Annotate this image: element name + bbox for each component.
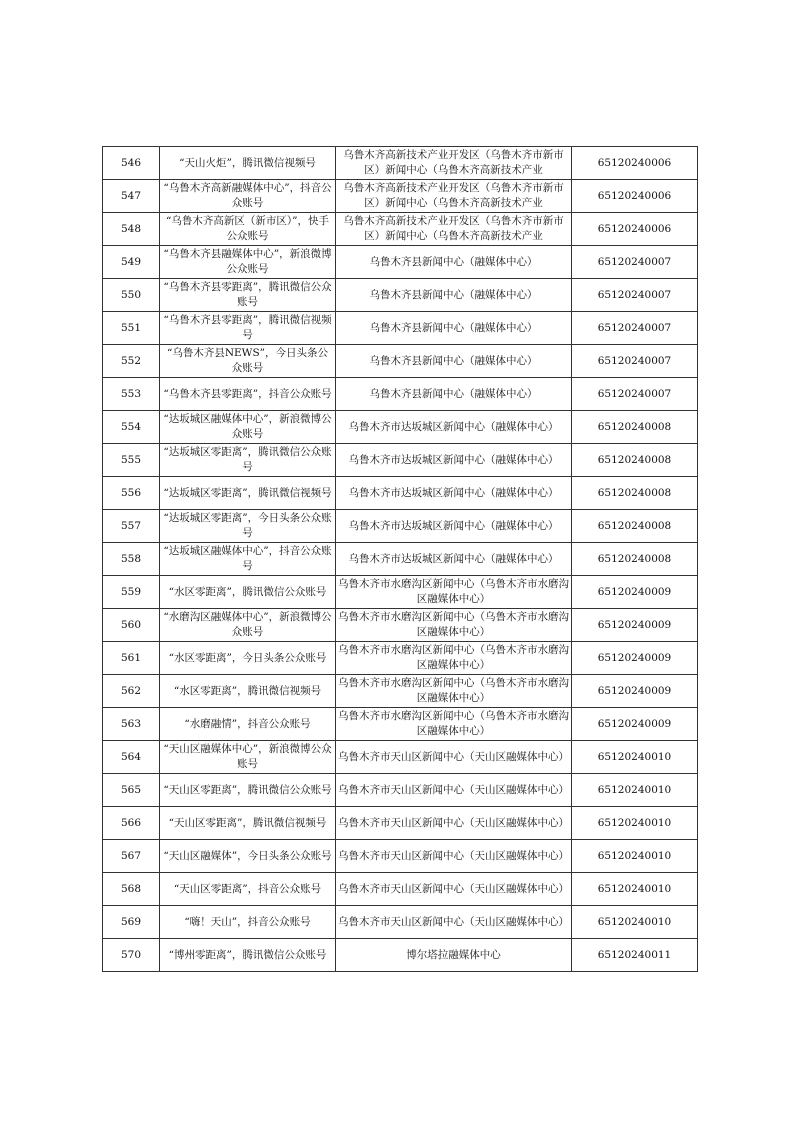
account-name-cell-text: “天山火炬”，腾讯微信视频号 xyxy=(179,156,316,169)
row-number-cell xyxy=(103,609,160,642)
organization-cell xyxy=(336,642,572,675)
code-cell xyxy=(572,180,698,213)
row-number-cell-text: 569 xyxy=(120,915,142,928)
organization-cell xyxy=(336,378,572,411)
code-cell xyxy=(572,807,698,840)
organization-cell xyxy=(336,774,572,807)
account-name-cell xyxy=(160,279,336,312)
account-name-cell xyxy=(160,840,336,873)
account-name-cell-text: “水区零距离”，腾讯微信视频号 xyxy=(173,684,322,697)
organization-cell xyxy=(336,576,572,609)
account-name-cell xyxy=(160,444,336,477)
account-name-cell-text: “达坂城区零距离”，腾讯微信视频号 xyxy=(163,486,332,499)
organization-cell-text: 乌鲁木齐县新闻中心（融媒体中心） xyxy=(369,387,538,400)
account-name-cell xyxy=(160,180,336,213)
row-number-cell-text: 563 xyxy=(120,717,142,730)
code-cell xyxy=(572,510,698,543)
account-name-cell-text: “天山区融媒体”，今日头条公众账号 xyxy=(163,849,332,862)
row-number-cell-text: 550 xyxy=(120,288,142,301)
account-name-cell xyxy=(160,906,336,939)
code-cell-text: 65120240010 xyxy=(597,849,672,862)
organization-cell-text: 乌鲁木齐高新技术产业开发区（乌鲁木齐市新市区）新闻中心（乌鲁木齐高新技术产业 xyxy=(343,149,564,176)
table-row xyxy=(103,543,698,576)
account-name-cell xyxy=(160,873,336,906)
organization-cell xyxy=(336,741,572,774)
code-cell-text: 65120240010 xyxy=(597,882,672,895)
row-number-cell-text: 554 xyxy=(120,420,142,433)
code-cell-text: 65120240008 xyxy=(597,420,672,433)
account-name-cell xyxy=(160,741,336,774)
organization-cell xyxy=(336,873,572,906)
organization-cell-text: 乌鲁木齐市天山区新闻中心（天山区融媒体中心） xyxy=(338,849,569,862)
row-number-cell xyxy=(103,708,160,741)
code-cell xyxy=(572,675,698,708)
table-row xyxy=(103,708,698,741)
account-name-cell-text: “乌鲁木齐县零距离”，抖音公众账号 xyxy=(163,387,332,400)
table-row xyxy=(103,774,698,807)
account-name-cell-text: “乌鲁木齐高新区（新市区）”，快手公众账号 xyxy=(166,215,329,242)
row-number-cell xyxy=(103,939,160,972)
row-number-cell-text: 552 xyxy=(120,354,142,367)
code-cell xyxy=(572,477,698,510)
organization-cell xyxy=(336,510,572,543)
organization-cell xyxy=(336,345,572,378)
organization-cell xyxy=(336,807,572,840)
organization-cell xyxy=(336,411,572,444)
row-number-cell xyxy=(103,675,160,708)
row-number-cell-text: 549 xyxy=(120,255,142,268)
account-name-cell-text: “达坂城区零距离”，腾讯微信公众账号 xyxy=(163,446,332,473)
account-name-cell xyxy=(160,147,336,180)
row-number-cell xyxy=(103,510,160,543)
account-name-cell-text: “达坂城区融媒体中心”，抖音公众账号 xyxy=(163,545,332,572)
row-number-cell xyxy=(103,345,160,378)
row-number-cell-text: 546 xyxy=(120,156,142,169)
row-number-cell-text: 553 xyxy=(120,387,142,400)
table-row xyxy=(103,444,698,477)
code-cell-text: 65120240010 xyxy=(597,915,672,928)
account-name-cell xyxy=(160,246,336,279)
organization-cell-text: 乌鲁木齐高新技术产业开发区（乌鲁木齐市新市区）新闻中心（乌鲁木齐高新技术产业 xyxy=(343,182,564,209)
table-row xyxy=(103,906,698,939)
organization-cell xyxy=(336,279,572,312)
organization-cell-text: 乌鲁木齐市天山区新闻中心（天山区融媒体中心） xyxy=(338,816,569,829)
code-cell xyxy=(572,576,698,609)
row-number-cell xyxy=(103,246,160,279)
organization-cell-text: 乌鲁木齐市水磨沟区新闻中心（乌鲁木齐市水磨沟区融媒体中心） xyxy=(338,644,569,671)
code-cell-text: 65120240008 xyxy=(597,519,672,532)
account-name-cell-text: “水磨沟区融媒体中心”，新浪微博公众账号 xyxy=(163,611,332,638)
code-cell xyxy=(572,543,698,576)
code-cell xyxy=(572,774,698,807)
organization-cell xyxy=(336,180,572,213)
code-cell xyxy=(572,312,698,345)
account-name-cell-text: “达坂城区零距离”，今日头条公众账号 xyxy=(163,512,332,539)
table-row xyxy=(103,510,698,543)
account-name-cell-text: “乌鲁木齐县NEWS”，今日头条公众账号 xyxy=(166,347,329,374)
code-cell-text: 65120240010 xyxy=(597,816,672,829)
row-number-cell xyxy=(103,840,160,873)
account-name-cell xyxy=(160,675,336,708)
code-cell-text: 65120240009 xyxy=(597,585,672,598)
code-cell-text: 65120240007 xyxy=(597,354,672,367)
organization-cell-text: 乌鲁木齐县新闻中心（融媒体中心） xyxy=(369,288,538,301)
row-number-cell xyxy=(103,642,160,675)
organization-cell xyxy=(336,609,572,642)
account-name-cell xyxy=(160,642,336,675)
table-row xyxy=(103,246,698,279)
organization-cell xyxy=(336,675,572,708)
row-number-cell-text: 562 xyxy=(120,684,142,697)
table-row xyxy=(103,741,698,774)
code-cell-text: 65120240010 xyxy=(597,783,672,796)
account-name-cell-text: “乌鲁木齐高新融媒体中心”，抖音公众账号 xyxy=(163,182,332,209)
row-number-cell-text: 566 xyxy=(120,816,142,829)
row-number-cell-text: 567 xyxy=(120,849,142,862)
code-cell xyxy=(572,147,698,180)
table-row xyxy=(103,213,698,246)
table-row xyxy=(103,411,698,444)
account-name-cell-text: “水区零距离”，今日头条公众账号 xyxy=(168,651,327,664)
organization-cell-text: 乌鲁木齐高新技术产业开发区（乌鲁木齐市新市区）新闻中心（乌鲁木齐高新技术产业 xyxy=(343,215,564,242)
code-cell xyxy=(572,213,698,246)
account-name-cell-text: “天山区零距离”，抖音公众账号 xyxy=(173,882,322,895)
row-number-cell xyxy=(103,543,160,576)
code-cell xyxy=(572,609,698,642)
account-name-cell xyxy=(160,510,336,543)
row-number-cell-text: 568 xyxy=(120,882,142,895)
code-cell xyxy=(572,279,698,312)
organization-cell-text: 乌鲁木齐市达坂城区新闻中心（融媒体中心） xyxy=(348,420,559,433)
code-cell-text: 65120240009 xyxy=(597,717,672,730)
account-name-cell-text: “博州零距离”，腾讯微信公众账号 xyxy=(168,948,327,961)
row-number-cell-text: 570 xyxy=(120,948,142,961)
row-number-cell xyxy=(103,873,160,906)
table-row xyxy=(103,147,698,180)
code-cell xyxy=(572,642,698,675)
code-cell xyxy=(572,939,698,972)
code-cell-text: 65120240009 xyxy=(597,651,672,664)
code-cell-text: 65120240009 xyxy=(597,684,672,697)
organization-cell-text: 乌鲁木齐市天山区新闻中心（天山区融媒体中心） xyxy=(338,882,569,895)
organization-cell-text: 乌鲁木齐市水磨沟区新闻中心（乌鲁木齐市水磨沟区融媒体中心） xyxy=(338,578,569,605)
account-name-cell xyxy=(160,345,336,378)
table-row xyxy=(103,939,698,972)
row-number-cell-text: 551 xyxy=(120,321,142,334)
row-number-cell-text: 556 xyxy=(120,486,142,499)
code-cell xyxy=(572,873,698,906)
table-row xyxy=(103,840,698,873)
account-name-cell-text: “天山区融媒体中心”，新浪微博公众账号 xyxy=(163,743,332,770)
row-number-cell xyxy=(103,312,160,345)
account-name-cell-text: “水磨融情”，抖音公众账号 xyxy=(184,717,311,730)
table-row xyxy=(103,609,698,642)
organization-cell-text: 博尔塔拉融媒体中心 xyxy=(406,948,501,961)
code-cell-text: 65120240006 xyxy=(597,222,672,235)
row-number-cell-text: 565 xyxy=(120,783,142,796)
organization-cell xyxy=(336,312,572,345)
code-cell-text: 65120240008 xyxy=(597,552,672,565)
account-name-cell xyxy=(160,378,336,411)
code-cell-text: 65120240008 xyxy=(597,453,672,466)
table-row xyxy=(103,345,698,378)
account-name-cell-text: “乌鲁木齐县零距离”，腾讯微信公众账号 xyxy=(163,281,332,308)
code-cell-text: 65120240008 xyxy=(597,486,672,499)
organization-cell xyxy=(336,246,572,279)
code-cell xyxy=(572,246,698,279)
table-row xyxy=(103,279,698,312)
row-number-cell-text: 555 xyxy=(120,453,142,466)
table-row xyxy=(103,180,698,213)
account-name-cell xyxy=(160,807,336,840)
organization-cell xyxy=(336,444,572,477)
code-cell xyxy=(572,378,698,411)
organization-cell-text: 乌鲁木齐市达坂城区新闻中心（融媒体中心） xyxy=(348,519,559,532)
code-cell-text: 65120240010 xyxy=(597,750,672,763)
row-number-cell xyxy=(103,378,160,411)
account-name-cell-text: “乌鲁木齐县零距离”，腾讯微信视频号 xyxy=(163,314,332,341)
row-number-cell-text: 547 xyxy=(120,189,142,202)
row-number-cell xyxy=(103,147,160,180)
table-row xyxy=(103,312,698,345)
organization-cell-text: 乌鲁木齐县新闻中心（融媒体中心） xyxy=(369,255,538,268)
row-number-cell-text: 564 xyxy=(120,750,142,763)
row-number-cell xyxy=(103,213,160,246)
organization-cell xyxy=(336,213,572,246)
row-number-cell-text: 560 xyxy=(120,618,142,631)
account-name-cell xyxy=(160,213,336,246)
organization-cell-text: 乌鲁木齐市水磨沟区新闻中心（乌鲁木齐市水磨沟区融媒体中心） xyxy=(338,710,569,737)
organization-cell xyxy=(336,543,572,576)
account-name-cell-text: “水区零距离”，腾讯微信公众账号 xyxy=(168,585,327,598)
code-cell xyxy=(572,906,698,939)
organization-cell-text: 乌鲁木齐县新闻中心（融媒体中心） xyxy=(369,321,538,334)
organization-cell-text: 乌鲁木齐市达坂城区新闻中心（融媒体中心） xyxy=(348,552,559,565)
account-name-cell xyxy=(160,576,336,609)
row-number-cell xyxy=(103,444,160,477)
row-number-cell-text: 548 xyxy=(120,222,142,235)
organization-cell-text: 乌鲁木齐市达坂城区新闻中心（融媒体中心） xyxy=(348,453,559,466)
code-cell xyxy=(572,411,698,444)
row-number-cell xyxy=(103,477,160,510)
organization-cell-text: 乌鲁木齐市水磨沟区新闻中心（乌鲁木齐市水磨沟区融媒体中心） xyxy=(338,677,569,704)
organization-cell-text: 乌鲁木齐市达坂城区新闻中心（融媒体中心） xyxy=(348,486,559,499)
organization-cell-text: 乌鲁木齐市天山区新闻中心（天山区融媒体中心） xyxy=(338,915,569,928)
organization-cell xyxy=(336,147,572,180)
account-name-cell xyxy=(160,609,336,642)
account-name-cell xyxy=(160,411,336,444)
account-name-cell-text: “乌鲁木齐县融媒体中心”，新浪微博公众账号 xyxy=(163,248,332,275)
row-number-cell-text: 558 xyxy=(120,552,142,565)
account-name-cell xyxy=(160,543,336,576)
code-cell xyxy=(572,444,698,477)
table-row xyxy=(103,477,698,510)
organization-cell-text: 乌鲁木齐市天山区新闻中心（天山区融媒体中心） xyxy=(338,783,569,796)
row-number-cell-text: 557 xyxy=(120,519,142,532)
table-row xyxy=(103,675,698,708)
organization-cell-text: 乌鲁木齐县新闻中心（融媒体中心） xyxy=(369,354,538,367)
organization-cell xyxy=(336,708,572,741)
account-name-cell-text: “嗨！天山”，抖音公众账号 xyxy=(184,915,311,928)
row-number-cell xyxy=(103,411,160,444)
row-number-cell xyxy=(103,906,160,939)
registry-table xyxy=(102,146,698,972)
organization-cell-text: 乌鲁木齐市天山区新闻中心（天山区融媒体中心） xyxy=(338,750,569,763)
code-cell xyxy=(572,741,698,774)
code-cell xyxy=(572,345,698,378)
row-number-cell-text: 561 xyxy=(120,651,142,664)
table-row xyxy=(103,642,698,675)
row-number-cell xyxy=(103,279,160,312)
row-number-cell-text: 559 xyxy=(120,585,142,598)
account-name-cell-text: “天山区零距离”，腾讯微信视频号 xyxy=(168,816,327,829)
organization-cell xyxy=(336,906,572,939)
row-number-cell xyxy=(103,180,160,213)
code-cell-text: 65120240011 xyxy=(597,948,672,961)
registry-table-body xyxy=(103,147,698,972)
row-number-cell xyxy=(103,576,160,609)
account-name-cell xyxy=(160,708,336,741)
organization-cell xyxy=(336,939,572,972)
table-row xyxy=(103,576,698,609)
row-number-cell xyxy=(103,807,160,840)
code-cell-text: 65120240007 xyxy=(597,387,672,400)
account-name-cell xyxy=(160,939,336,972)
account-name-cell xyxy=(160,774,336,807)
code-cell-text: 65120240007 xyxy=(597,255,672,268)
code-cell xyxy=(572,840,698,873)
row-number-cell xyxy=(103,741,160,774)
table-row xyxy=(103,807,698,840)
row-number-cell xyxy=(103,774,160,807)
account-name-cell-text: “天山区零距离”，腾讯微信公众账号 xyxy=(163,783,332,796)
code-cell-text: 65120240009 xyxy=(597,618,672,631)
account-name-cell-text: “达坂城区融媒体中心”，新浪微博公众账号 xyxy=(163,413,332,440)
code-cell xyxy=(572,708,698,741)
table-row xyxy=(103,873,698,906)
code-cell-text: 65120240006 xyxy=(597,189,672,202)
organization-cell xyxy=(336,840,572,873)
code-cell-text: 65120240006 xyxy=(597,156,672,169)
organization-cell xyxy=(336,477,572,510)
code-cell-text: 65120240007 xyxy=(597,321,672,334)
code-cell-text: 65120240007 xyxy=(597,288,672,301)
organization-cell-text: 乌鲁木齐市水磨沟区新闻中心（乌鲁木齐市水磨沟区融媒体中心） xyxy=(338,611,569,638)
table-row xyxy=(103,378,698,411)
account-name-cell xyxy=(160,477,336,510)
account-name-cell xyxy=(160,312,336,345)
